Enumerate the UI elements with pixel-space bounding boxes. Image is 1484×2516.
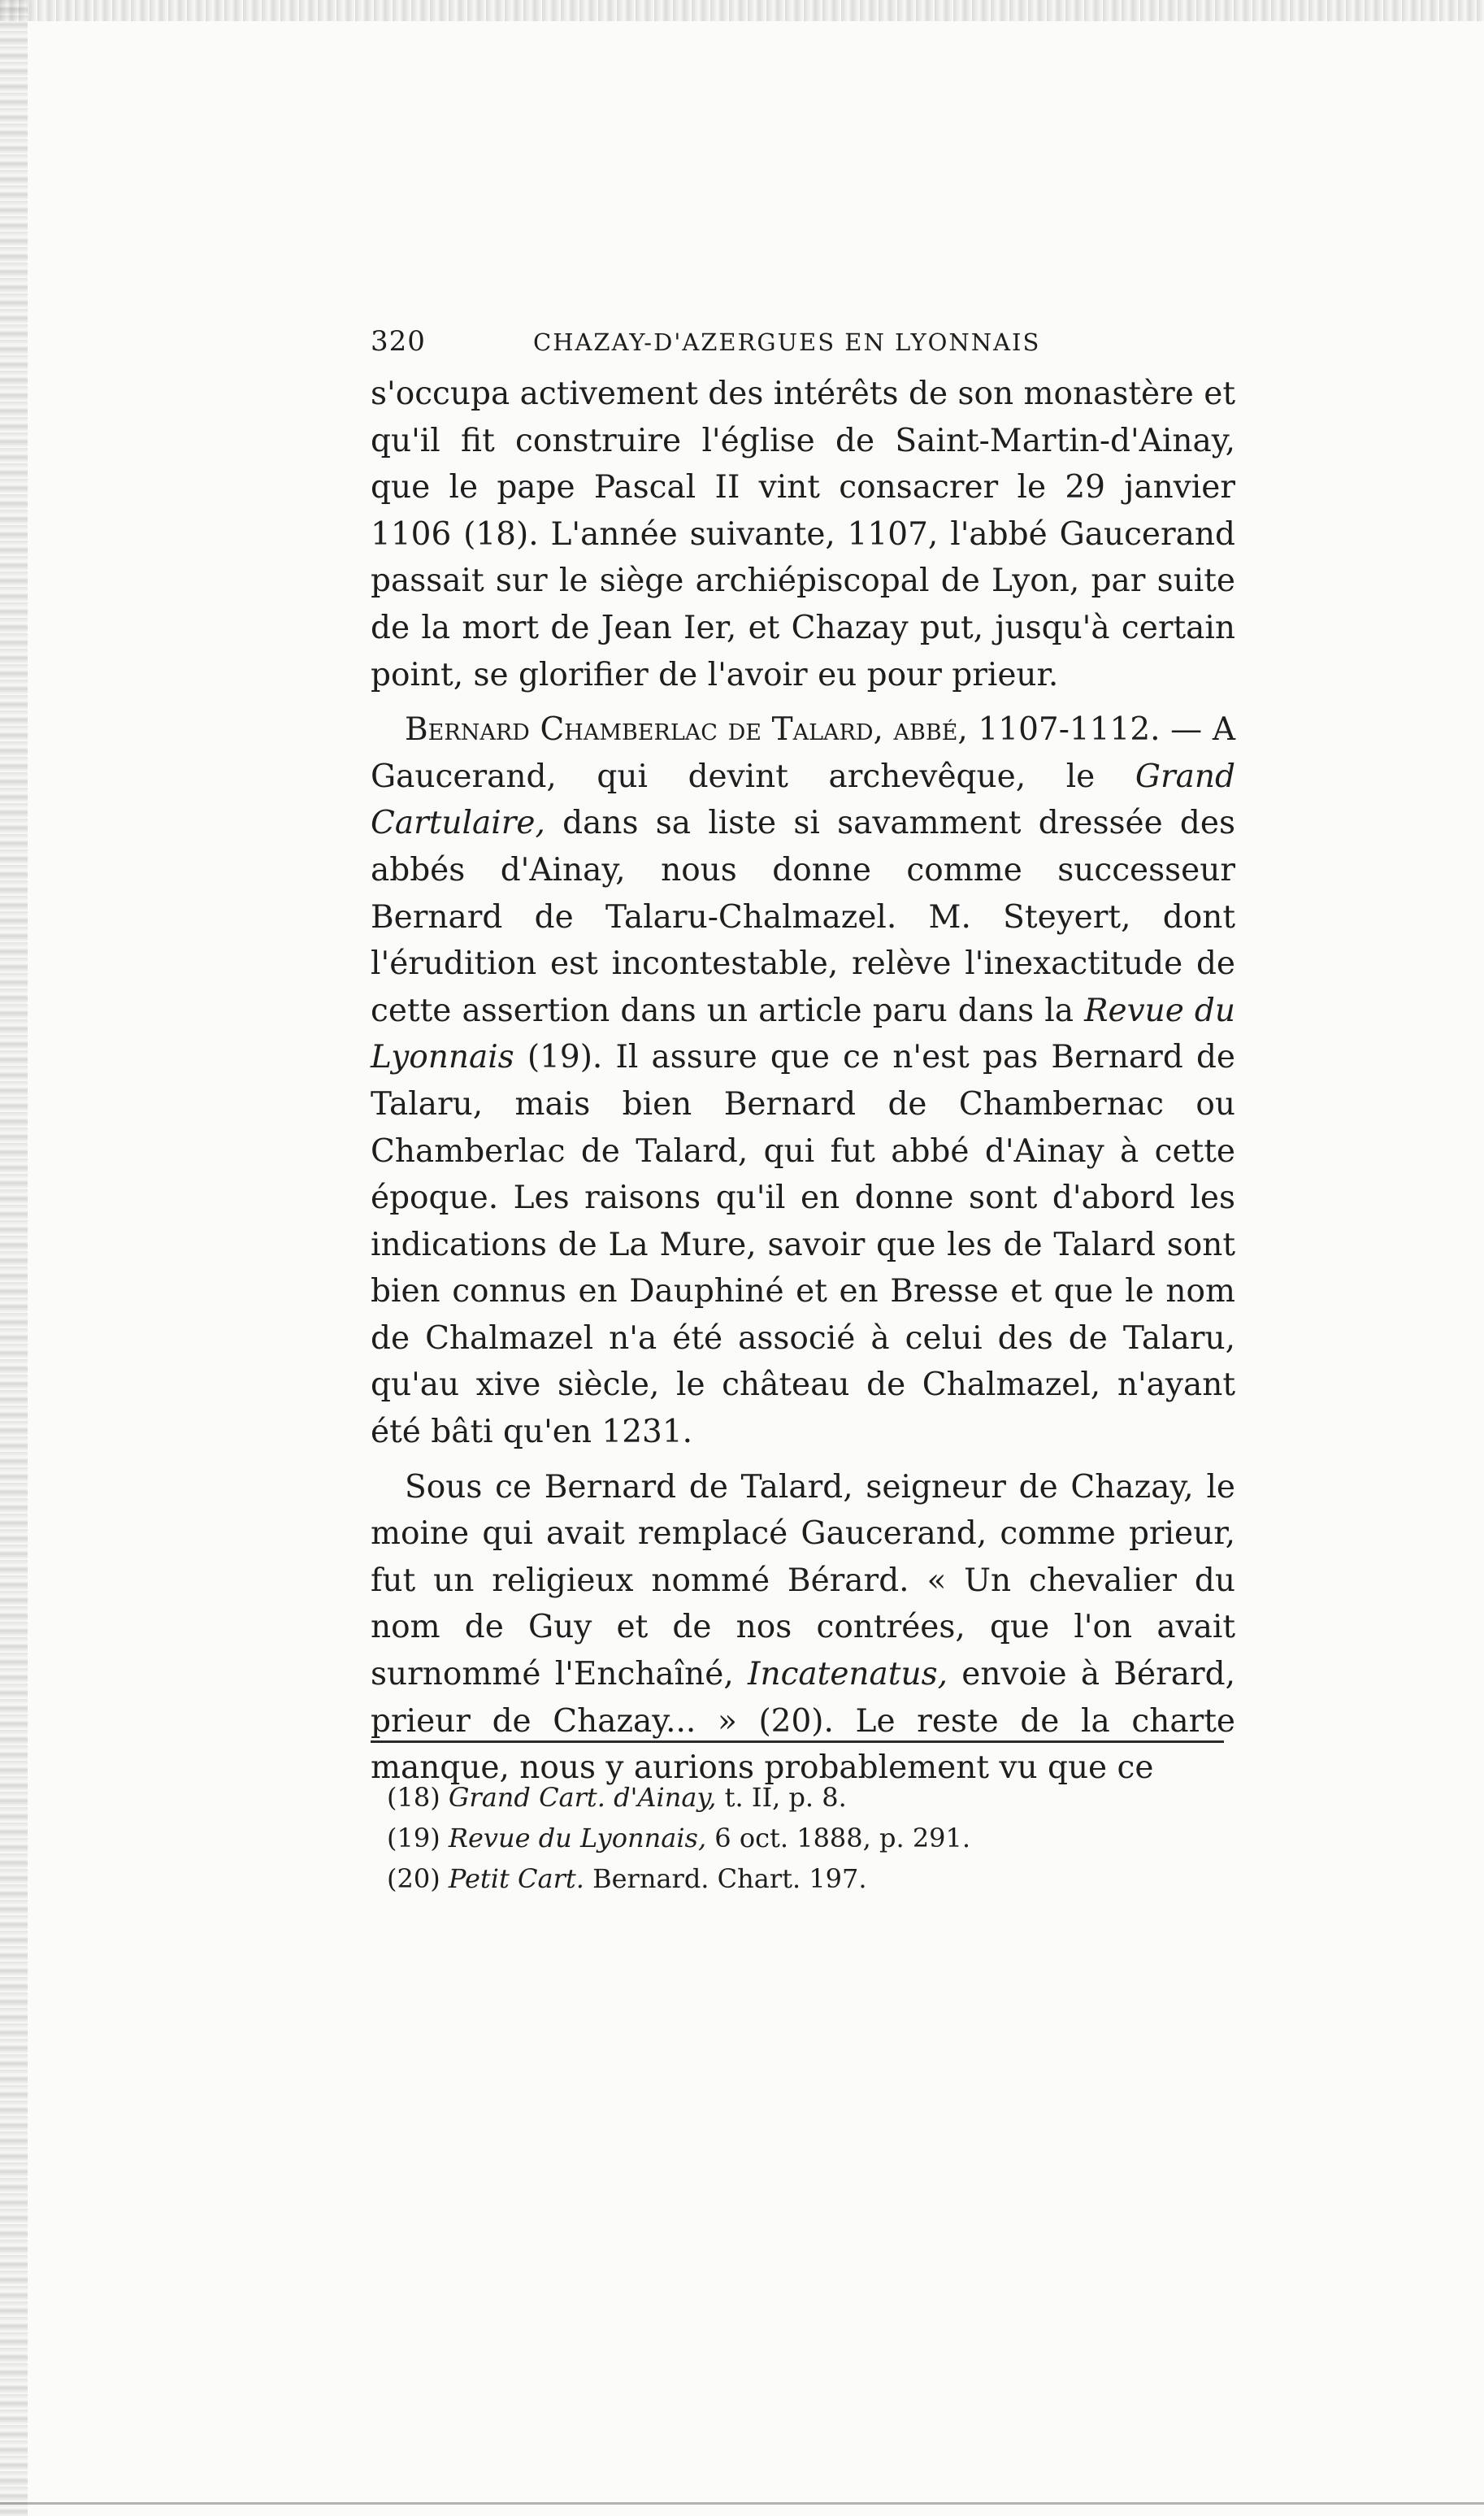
section-heading: Bernard Chamberlac de Talard, abbé, 1107-1112. — xyxy=(405,711,1203,749)
grand-cartulaire-title: Grand Cartulaire, xyxy=(371,758,1235,842)
scan-edge-left xyxy=(0,0,28,2516)
footnote-reference: Bernard. Chart. 197. xyxy=(584,1863,867,1894)
footnote-number: (20) xyxy=(387,1863,440,1894)
footnote-reference: 6 oct. 1888, p. 291. xyxy=(706,1823,971,1853)
scan-edge-top xyxy=(0,0,1484,21)
revue-du-lyonnais-title: Revue du Lyonnais xyxy=(371,992,1236,1076)
footnote-19 xyxy=(387,1818,1200,1858)
footnote-number: (19) xyxy=(387,1823,440,1853)
paragraph-2-text-b: dans sa liste si savamment dressée des abbés d'Ainay, nous donne comme successeur Bernard de Talaru-Chalmazel. M. Steyert, dont l'érudition est incontestable, relève l'inexactitude de cette assertion dans un article paru dans la xyxy=(371,805,1235,1029)
paragraph-1-text: s'occupa activement des intérêts de son monastère et qu'il fit construire l'église de Saint-Martin-d'Ainay, que le pape Pascal II vint consacrer le 29 janvier 1106 (18). L'année suivante, 1107, l'abbé Gaucerand passait sur le siège archiépiscopal de Lyon, par suite de la mort de Jean Ier, et Chazay put, jusqu'à certain point, se glorifier de l'avoir eu pour prieur. xyxy=(371,376,1235,693)
page-number: 320 xyxy=(371,325,426,358)
footnote-source-title: Petit Cart. xyxy=(448,1863,584,1894)
footnote-number: (18) xyxy=(387,1782,440,1813)
paragraph-1 xyxy=(371,371,1235,698)
footnote-20 xyxy=(387,1858,1200,1899)
incatenatus-term: Incatenatus, xyxy=(748,1656,948,1693)
paragraph-2-text-a: A Gaucerand, qui devint archevêque, le xyxy=(371,711,1235,795)
running-head xyxy=(371,325,1235,371)
paragraph-2 xyxy=(371,706,1235,1456)
footnote-source-title: Revue du Lyonnais, xyxy=(448,1823,707,1853)
footnote-divider xyxy=(371,1740,1224,1743)
body-text xyxy=(371,371,1235,1792)
footnote-18 xyxy=(387,1777,1200,1818)
scan-edge-bottom xyxy=(0,2502,1484,2505)
footnote-reference: t. II, p. 8. xyxy=(716,1782,847,1813)
paragraph-2-text-c: (19). Il assure que ce n'est pas Bernard de Talaru, mais bien Bernard de Chambernac ou Chamberlac de Talard, qui fut abbé d'Ainay à cette époque. Les raisons qu'il en donne sont d'abord les indications de La Mure, savoir que les de Talard sont bien connus en Dauphiné et en Bresse et que le nom de Chalmazel n'a été associé à celui des de Talaru, qu'au xive siècle, le château de Chalmazel, n'ayant été bâti qu'en 1231. xyxy=(371,1039,1235,1451)
page-content xyxy=(371,325,1235,1800)
running-title: CHAZAY-D'AZERGUES EN LYONNAIS xyxy=(533,328,1041,356)
paragraph-3-text-b: envoie à Bérard, prieur de Chazay... » (20). Le reste de la charte manque, nous y aurions probablement vu que ce xyxy=(371,1656,1235,1787)
footnote-source-title: Grand Cart. d'Ainay, xyxy=(448,1782,717,1813)
footnotes xyxy=(387,1777,1200,1899)
paragraph-3-text-a: Sous ce Bernard de Talard, seigneur de Chazay, le moine qui avait remplacé Gaucerand, comme prieur, fut un religieux nommé Bérard. « Un chevalier du nom de Guy et de nos contrées, que l'on avait surnommé l'Enchaîné, xyxy=(371,1468,1235,1693)
